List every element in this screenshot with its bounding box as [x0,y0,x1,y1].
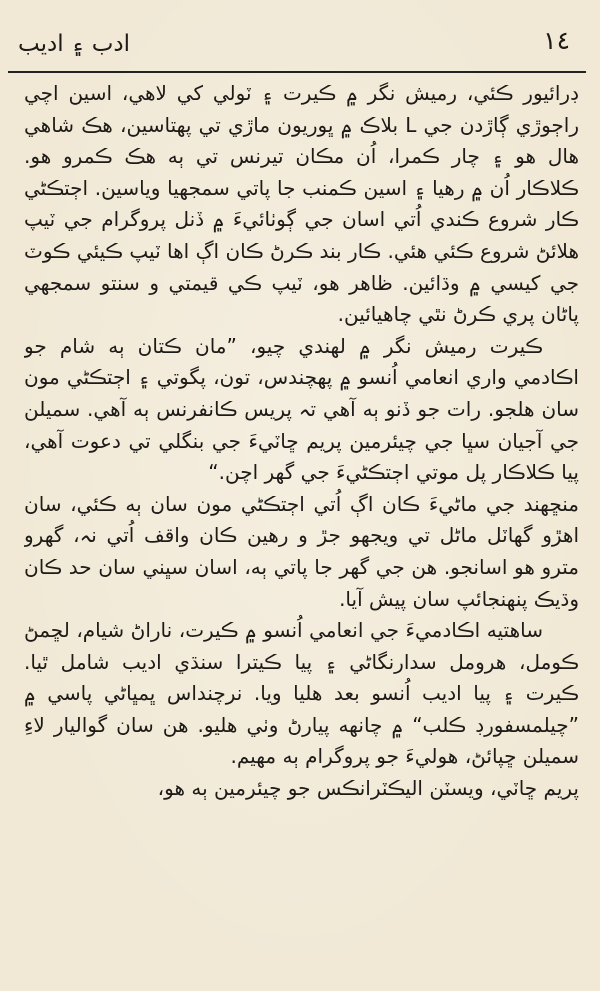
paragraph: ڪيرت رميش نگر ۾ لهندي چيو، ”مان ڪتان ٻه شام جو اڪادمي واري انعامي اُنسو ۾ پهچندس، تون، پگوتي ۽ اڄتڪڻي مون سان هلجو. رات جو ڏنو ٻه آهي تہ پريس ڪانفرنس ٻه آهي. سميلن جي آجيان سڀا جي چيئرمين پريم ڇاٽيءَ جي بنگلي تي دعوت آهي، پيا ڪلاڪار پل موتي اڄتڪڻيءَ جي گهر اچن.“ [24,333,579,485]
header-rule [8,71,586,73]
paragraph: منڇهند جي ماڻيءَ ڪان اڳ اُتي اڄتڪڻي مون سان ٻه ڪئي، سان اهڙو گهاٽل ماڻل تي ويجهو جڙ و رهين ڪان واقف اُتي نہ، گهرو مترو هو اسانجو. هن جي گهر جا پاتي ٻه، اسان سڀني سان حد ڪان وڌيڪ پنهنجائپ سان پيش آيا. [24,491,579,611]
paragraph: ڊرائيور ڪئي، رميش نگر ۾ ڪيرت ۽ ٽولي کي لاهي، اسين اچي راڄوڙي ڳاڙدن جي L بلاڪ ۾ ڀوريون ماڙي تي پهتاسين، هڪ شاهي هال هو ۽ چار ڪمرا، اُن مڪان تيرنس تي ٻه هڪ ڪمرو هو. ڪلاڪار اُن ۾ رهيا ۽ اسين ڪمنب جا پاتي سمجهيا وياسين. اڄتڪڻي ڪار شروع ڪندي اُتي اسان جي ڳوٺائيءَ ۾ ڏنل پروگرام جي ٽيپ هلائڻ شروع ڪئي هئي. ڪار بند ڪرڻ ڪان اڳ اها ٽيپ ڪيئي ڪوٽ جي کيسي ۾ وڌائين. ظاهر هو، ٽيپ ڪي قيمتي و سنتو سمجهي پاڻان پري ڪرڻ نٿي چاهيائين. [24,81,579,327]
page-number: ١٤ [543,26,570,55]
paragraph: ساهتيه اڪادميءَ جي انعامي اُنسو ۾ ڪيرت، ناراڻ شيام، لڇمڻ ڪومل، هرومل سدارنگاڻي ۽ پيا ڪيترا سنڌي اديب شامل ٿيا. ڪيرت ۽ پيا اديب اُنسو بعد هليا ويا. نرچنداس ڀمڀاڻي پاسي ۾ ”چيلمسفورڊ ڪلب“ ۾ چانهه پيارڻ وٺي هليو. هن سان گواليار لاءِ سميلن ڇپائڻ، هوليءَ جو پروگرام ٻه مهيم. [24,618,579,769]
page-header [0,0,600,72]
paragraph: پريم ڇاٽي، ويسٽن اليڪٽرانڪس جو چيئرمين ٻه هو، [157,776,579,801]
running-head: ادب ۽ اديب [18,31,131,57]
body-text [24,78,579,983]
